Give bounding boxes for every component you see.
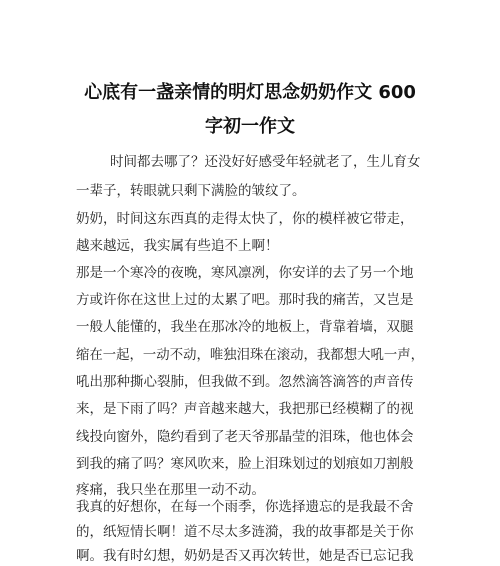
paragraph-line: 到我的痛了吗？寒风吹来，脸上泪珠划过的划痕如刀割般 xyxy=(76,456,414,472)
paragraph-line: 疼痛，我只坐在那里一动不动。 xyxy=(76,482,265,498)
document-title xyxy=(40,76,460,144)
paragraph-line: 吼出那种撕心裂肺，但我做不到。忽然滴答滴答的声音传 xyxy=(76,374,414,390)
paragraph-line: 啊。我有时幻想，奶奶是否又再次转世，她是否已忘记我 xyxy=(76,548,414,564)
paragraph-line: 线投向窗外，隐约看到了老天爷那晶莹的泪珠，他也体会 xyxy=(76,429,414,445)
paragraph-line: 一辈子，转眼就只剩下满脸的皱纹了。 xyxy=(76,183,306,199)
paragraph-line: 时间都去哪了？还没好好感受年轻就老了，生儿育女 xyxy=(110,154,421,170)
title-line-1: 心底有一盏亲情的明灯思念奶奶作文 600 xyxy=(84,82,416,103)
paragraph-line: 方或许你在这世上过的太累了吧。那时我的痛苦，又岂是 xyxy=(76,292,414,308)
paragraph-line: 越来越远，我实属有些追不上啊！ xyxy=(76,238,279,254)
paragraph-line: 来，是下雨了吗？声音越来越大，我把那已经模糊了的视 xyxy=(76,401,414,417)
paragraph-line: 一般人能懂的，我坐在那冰冷的地板上，背靠着墙，双腿 xyxy=(76,319,414,335)
paragraph-line: 那是一个寒冷的夜晚，寒风凛冽，你安详的去了另一个地 xyxy=(76,265,414,281)
paragraph-line: 的，纸短情长啊！道不尽太多涟漪，我的故事都是关于你 xyxy=(76,524,414,540)
title-line-2: 字初一作文 xyxy=(205,116,295,137)
paragraph-line: 缩在一起，一动不动，唯独泪珠在滚动，我都想大吼一声， xyxy=(76,347,424,363)
paragraph-line: 奶奶，时间这东西真的走得太快了，你的模样被它带走， xyxy=(76,211,414,227)
paragraph-line: 我真的好想你，在每一个雨季，你选择遗忘的是我最不舍 xyxy=(76,499,414,515)
